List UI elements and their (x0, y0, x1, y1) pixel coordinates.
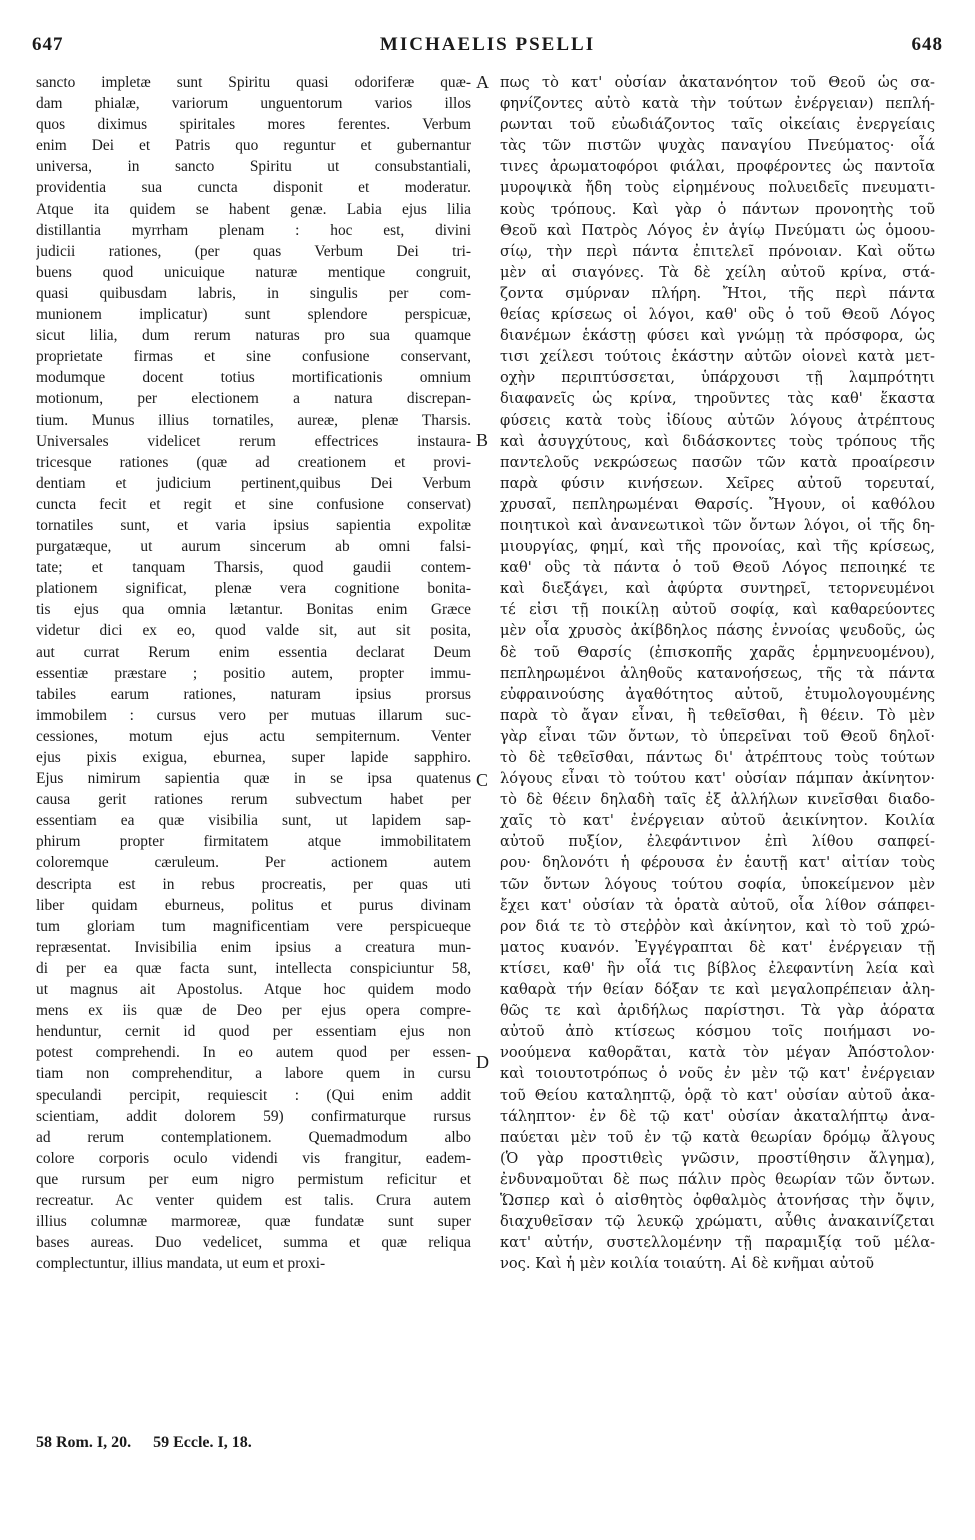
greek-text-line: διαχυθεῖσαν τῷ λευκῷ χρώματι, αὖθις ἀνακαινίζεται (500, 1213, 935, 1231)
greek-text-line: τῶν ὄντων λόγους τούτου σοφία, ὑποκείμενον μὲν (500, 875, 935, 893)
greek-text-line: θῶς τε καὶ ἀριδήλως παρίστησι. Τὰ γὰρ ἀόρατα (500, 1002, 935, 1020)
latin-text-line: essentiam ea quæ visibilia sunt, ut lapidem sap- (36, 812, 471, 830)
latin-text-line: tricesque rationes (quæ ad creationem et provi- (36, 453, 471, 471)
greek-text-line: παύεται μὲν τοῦ ἐν τῷ κατὰ θεωρίαν δρόμῳ ἄλγους (500, 1128, 935, 1146)
latin-text-line: distillantia myrrham plenam : hoc est, divini (36, 221, 471, 239)
section-marker-d: D (476, 1052, 489, 1072)
greek-text-line: ρωνται τοῦ εὐωδιάζοντος ταῖς οἰκείαις ἐνεργείαις (500, 116, 935, 134)
latin-text-line: mens ex iis quæ de Deo per ejus opera compre- (36, 1002, 471, 1020)
latin-text-line: bases aureas. Duo vedelicet, summa et quæ reliqua (36, 1234, 471, 1252)
latin-text-line: di per ea quæ facta sunt, intellecta conspiciuntur 58, (36, 959, 471, 977)
greek-text-line: ποιητικοὶ καὶ ἀνανεωτικοὶ τῶν ὄντων λόγοι, οἱ τῆς δη- (500, 516, 935, 534)
latin-text-line: quos diximus spiritales mores ferentes. Verbum (36, 116, 471, 134)
latin-text-line: tiam non comprehenditur, a labore quem in cursu (36, 1065, 471, 1083)
greek-text-line: ἐνδυναμοῦται δὲ πως πάλιν πρὸς θεωρίαν τῶν ὄντων. (500, 1170, 935, 1188)
latin-text-line: sancto impletæ sunt Spiritu quasi odoriferæ quæ- (36, 74, 471, 91)
greek-text-line: χαῖς τὸ κατ' ἐνέργειαν αὐτοῦ ἀεικίνητον. Κοιλία (500, 812, 935, 830)
greek-text-line: μὲν οἷα χρυσὸς ἀκίβδηλος πάσης ἐννοίας ψευδοῦς, ὡς (500, 622, 935, 640)
greek-text-line: τὸ δὲ θέειν δηλαδὴ ταῖς ἐξ ἀλλήλων κινεῖσθαι διαδο- (500, 791, 935, 809)
latin-text-line: ad rerum contemplationem. Quemadmodum albo (36, 1128, 471, 1146)
latin-text-line: tate; et tanquam Tharsis, quod gaudii contem- (36, 559, 471, 577)
latin-text-line: tium. Munus illius tornatiles, aureæ, plenæ Tharsis. (36, 411, 471, 429)
latin-text-line: complectuntur, illius mandata, ut eum et proxi- (36, 1255, 326, 1273)
greek-text-line: καὶ ἀσυγχύτους, καὶ διδάσκοντες τοὺς τρόπους τῆς (500, 432, 935, 450)
greek-text-line: (Ὁ γὰρ προστιθεὶς γνῶσιν, προστίθησιν ἄλγημα), (500, 1149, 935, 1167)
greek-text-line: κτίσει, καθ' ἣν οἷά τις βίβλος ἐλεφαντίνη λεία καὶ (500, 959, 935, 977)
section-marker-b: B (476, 430, 489, 450)
greek-text-line: αὐτοῦ ἀπὸ κτίσεως κόσμου τοῖς ποιήμασι νο- (500, 1023, 935, 1041)
greek-text-line: διανέμων ἑκάστῃ φύσει καὶ γνώμῃ τὰ πρόσφορα, ὡς (500, 327, 935, 345)
latin-text-line: tis ejus qua omnia lætantur. Bonitas enim Græce (36, 601, 471, 619)
latin-text-line: tabiles earum rationes, naturam ipsius prorsus (36, 685, 471, 703)
greek-text-line: μὲν αἱ σιαγόνες. Τὰ δὲ χείλη αὐτοῦ κρίνα, στά- (500, 263, 935, 281)
greek-text-line: παρὰ φύσιν κινήσεων. Χεῖρες αὐτοῦ τορευταί, (500, 474, 935, 492)
latin-column (36, 72, 471, 1274)
greek-text-line: ρον διά τε τὸ στεῤῥὸν καὶ ἀκίνητον, καὶ τὸ τοῦ χρώ- (500, 917, 935, 935)
latin-text-line: buens quod unicuique naturæ mentique congruit, (36, 263, 471, 281)
latin-text-line: scientiam, addit dolorem 59) confirmaturque rursus (36, 1107, 471, 1125)
latin-text-line: videtur dici ex eo, quod valde sit, aut sit posita, (36, 622, 471, 640)
greek-text-line: λόγους εἶναι τὸ τούτου κατ' οὐσίαν πάμπαν ἀκίνητον· (500, 770, 935, 788)
latin-text-line: tornatiles sunt, et varia ipsius sapientia expolitæ (36, 516, 471, 534)
latin-text-line: ejus pixis exigua, eburnea, super lapide sapphiro. (36, 749, 471, 766)
latin-text-line: aut currat Rerum enim essentia declarat Deum (36, 643, 471, 661)
greek-text-line: ζοντα σμύρναν πλήρη. Ἤτοι, τῆς περὶ πάντα (500, 284, 935, 302)
footnote-58: 58 Rom. I, 20. (36, 1434, 132, 1451)
latin-text-line: providentia sua cuncta disponit et moderatur. (36, 179, 471, 197)
greek-text-line: παρὰ τὸ ἄγαν εἶναι, ἢ τεθεῖσθαι, ἢ θέειν. Τὸ μὲν (500, 706, 935, 724)
latin-text-line: motionum, per electionem a natura discrepan- (36, 390, 471, 408)
greek-column (500, 72, 935, 1274)
greek-text-line: κοὺς τρόπους. Καὶ γὰρ ὁ πάντων προνοητὴς τοῦ (500, 200, 935, 218)
greek-text-line: νος. Καὶ ἡ μὲν κοιλία τοιαύτη. Αἱ δὲ κνῆμαι αὐτοῦ (500, 1255, 874, 1273)
latin-text-line: speculandi percipit, requiescit : (Qui enim addit (36, 1086, 471, 1104)
latin-text-line: sicut lilia, dum rerum naturas pro sua quamque (36, 327, 471, 345)
greek-text-line: αὐτοῦ πυξίον, ἐλεφάντινον ἐπὶ λίθου σαπφεί- (500, 833, 935, 851)
latin-text-line: modumque docent totius mortificationis omnium (36, 369, 471, 387)
latin-text-line: dam phialæ, variorum unguentorum varios illos (36, 95, 471, 113)
greek-text-line: γὰρ εἶναι τῶν ὄντων, τὸ ὑπερεῖναι τοῦ Θεοῦ δηλοῖ· (500, 727, 935, 745)
greek-text-line: τάληπτον· ἐν δὲ τῷ κατ' οὐσίαν ἀκαταλήπτῳ ἀνα- (500, 1107, 935, 1125)
latin-text-line: descripta est in rebus procreatis, per quas uti (36, 875, 471, 893)
latin-text-line: plationem significat, plenæ vera cognitione bonita- (36, 580, 471, 598)
latin-text-line: immobilem : cursus vero per mutuas illarum suc- (36, 706, 471, 724)
latin-text-line: cessiones, motum ejus actu sempiternum. Venter (36, 727, 471, 745)
greek-text-line: τινες ἀρωματοφόροι φιάλαι, προφέροντες ὡς παντοῖα (500, 158, 935, 176)
greek-text-line: πως τὸ κατ' οὐσίαν ἀκατανόητον τοῦ Θεοῦ ὡς σα- (500, 74, 935, 91)
latin-text-line: proprietate firmas et sine confusione conservant, (36, 348, 471, 366)
latin-text-line: phirum propter firmitatem atque immobilitatem (36, 833, 471, 851)
greek-text-line: μυροψικὰ ἤδη τοὺς εἰρημένους πολυειδεῖς πνευματι- (500, 179, 935, 197)
greek-text-line: ρου· δηλονότι ἡ φέρουσα ἐν ἑαυτῇ κατ' αἰτίαν τοὺς (500, 854, 935, 872)
running-title: MICHAELIS PSELLI (379, 34, 596, 55)
greek-text-line: τισι χείλεσι τούτοις ἑκάστην αὐτῶν οἱονεὶ κατὰ μετ- (500, 348, 935, 366)
greek-text-line: πεπληρωμένοι ἀληθοῦς κατανοήσεως, τῆς τὰ πάντα (500, 664, 935, 682)
greek-text-line: ἔχει κατ' οὐσίαν τὰ ὁρατὰ αὐτοῦ, οἷα λίθον σάπφει- (500, 896, 935, 914)
latin-text-line: illius columnæ marmoreæ, quæ fundatæ sunt super (36, 1213, 471, 1231)
footnotes (36, 1434, 270, 1452)
latin-text-line: que rursum per eum nigro permistum reficitur et (36, 1170, 471, 1188)
greek-text-line: καὶ τοιουτοτρόπως ὁ νοῦς ἐν μὲν τῷ κατ' ἐνέργειαν (500, 1065, 935, 1083)
latin-text-line: enim Dei et Patris quo reguntur et gubernantur (36, 137, 471, 155)
latin-text-line: causa gerit rationes rerum subvectum habet per (36, 791, 471, 809)
greek-text-line: θείας κρίσεως οἱ λόγοι, καθ' οὓς ὁ τοῦ Θεοῦ Λόγος (500, 306, 935, 324)
greek-text-line: εὐφραινούσης ἀγαθότητος αὐτοῦ, ἐτυμολογουμένης (500, 685, 935, 703)
latin-text-line: quasi quibusdam labris, in singulis per com- (36, 284, 471, 302)
latin-text-line: henduntur, cernit id quod per essentiam ejus non (36, 1023, 471, 1041)
greek-text-line: καθαρὰ τήν θείαν δόξαν τε καὶ μεγαλοπρέπειαν ἀλη- (500, 981, 935, 999)
greek-text-line: σίῳ, τὴν περὶ πάντα ἐπιτελεῖ πρόνοιαν. Καὶ οὕτω (500, 242, 935, 260)
latin-text-line: potest comprehendi. In eo autem quod per essen- (36, 1044, 471, 1062)
latin-text-line: Atque ita quidem se habent genæ. Labia ejus lilia (36, 200, 471, 218)
latin-text-line: recreatur. Ac venter quidem est talis. Crura autem (36, 1191, 471, 1209)
page-number-left: 647 (32, 34, 64, 55)
greek-text-line: κατ' αὐτήν, συστελλομένην τῇ παραμιξίᾳ τοῦ μέλα- (500, 1234, 935, 1252)
latin-text-line: essentiæ præstare ; positio autem, propter immu- (36, 664, 471, 682)
greek-text-line: μιουργίας, φημί, καὶ τῆς προνοίας, καὶ τῆς κρίσεως, (500, 538, 935, 556)
latin-text-line: liber quidam eburneus, politus et purus divinam (36, 896, 471, 914)
greek-text-line: ματος κυανόν. Ἐγγέγραπται δὲ κατ' ἐνέργειαν τῇ (500, 938, 935, 956)
greek-text-line: Ὥσπερ καὶ ὁ αἰσθητὸς ὀφθαλμὸς ἀτονήσας τὴν ὄψιν, (500, 1191, 935, 1209)
greek-text-line: τὸ δὲ τεθεῖσθαι, πάντως δι' ἀτρέπτους τοὺς τούτων (500, 749, 935, 766)
greek-text-line: τὰς τῶν πιστῶν ψυχὰς παναγίου Πνεύματος· οἷά (500, 137, 935, 155)
latin-text-line: ut magnus ait Apostolus. Atque hoc quidem modo (36, 981, 471, 999)
latin-text-line: tum gloriam tum magnificentiam vere perspicueque (36, 917, 471, 935)
greek-text-line: παντελοῦς νεκρώσεως πασῶν τῶν κατὰ προαίρεσιν (500, 453, 935, 471)
latin-text-line: cuncta fecit et regit et sine confusione conservat) (36, 495, 471, 513)
page-header (32, 34, 943, 60)
latin-text-line: purgatæque, ut aurum sincerum ab omni falsi- (36, 538, 471, 556)
latin-text-line: universa, in sancto Spiritu ut consubstantiali, (36, 158, 471, 176)
latin-text-line: dentiam et judicium pertinent,quibus Dei Verbum (36, 474, 471, 492)
latin-text-line: coloremque cæruleum. Per actionem autem (36, 854, 471, 872)
greek-text-line: τέ εἰσι τῇ ποικίλῃ αὐτοῦ σοφίᾳ, καὶ καθαρεύοντες (500, 601, 935, 619)
section-marker-a: A (476, 72, 489, 92)
section-marker-c: C (476, 770, 489, 790)
greek-text-line: νοούμενα καθορᾶται, κατὰ τὸν μέγαν Ἀπόστολον· (500, 1044, 935, 1062)
page-number-right: 648 (911, 34, 943, 55)
latin-text-line: colore corporis oculo videndi vis frangitur, eadem- (36, 1149, 471, 1167)
latin-text-line: repræsentat. Invisibilia enim ipsius a creatura mun- (36, 938, 471, 956)
greek-text-line: καὶ διεξάγει, καὶ ἀφύρτα συντηρεῖ, τετορνευμένοι (500, 580, 935, 598)
greek-text-line: φύσεις κατὰ τοὺς ἰδίους αὐτῶν λόγους ἀτρέπτους (500, 411, 935, 429)
greek-text-line: φηνίζοντες αὐτὸ κατὰ τὴν τούτων ἐνέργειαν) πεπλή- (500, 95, 935, 113)
greek-text-line: οχὴν περιπτύσσεται, ὑπάρχουσι τῇ λαμπρότητι (500, 369, 935, 387)
latin-text-line: judicii rationes, (per quas Verbum Dei tri- (36, 242, 471, 260)
footnote-59: 59 Eccle. I, 18. (153, 1434, 252, 1451)
latin-text-line: munionem implicatur) sunt splendore perspicuæ, (36, 306, 471, 324)
latin-text-line: Universales videlicet rerum effectrices instaura- (36, 432, 471, 450)
greek-text-line: τοῦ Θείου καταληπτῷ, ὁρᾷ τὸ κατ' οὐσίαν αὐτοῦ ἀκα- (500, 1086, 935, 1104)
greek-text-line: δὲ τοῦ Θαρσίς (ἐπισκοπῆς χαρᾶς ἑρμηνευομένου), (500, 643, 935, 661)
greek-text-line: διαφανεῖς ὡς κρίνα, τηροῦντες τὰς καθ' ἕκαστα (500, 390, 935, 408)
greek-text-line: καθ' οὓς τὰ πάντα ὁ τοῦ Θεοῦ Λόγος πεποιηκέ τε (500, 559, 935, 577)
greek-text-line: χρυσαῖ, πεπληρωμέναι Θαρσίς. Ἤγουν, οἱ καθόλου (500, 495, 935, 513)
latin-text-line: Ejus nimirum sapientia quæ in se ipsa quatenus (36, 770, 471, 788)
greek-text-line: Θεοῦ καὶ Πατρὸς Λόγος ἐν ἁγίῳ Πνεύματι ὡς ὁμοου- (500, 221, 935, 239)
